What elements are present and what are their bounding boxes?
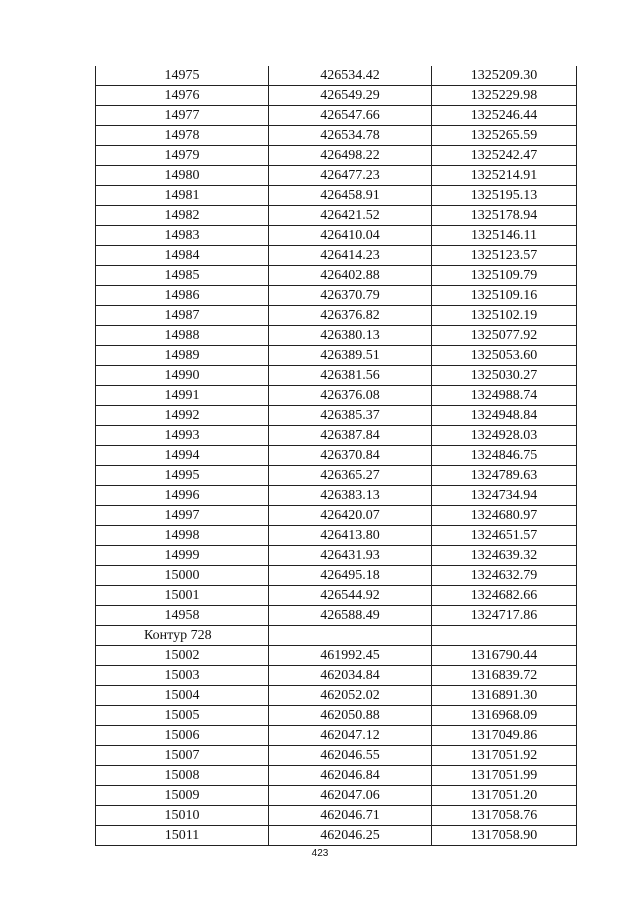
point-number-cell: 14987 bbox=[96, 306, 269, 326]
table-row bbox=[96, 346, 577, 366]
x-coordinate-cell: 462046.55 bbox=[269, 746, 432, 766]
x-coordinate-cell: 462046.84 bbox=[269, 766, 432, 786]
x-coordinate-cell: 426547.66 bbox=[269, 106, 432, 126]
table-row bbox=[96, 426, 577, 446]
x-coordinate-cell: 426420.07 bbox=[269, 506, 432, 526]
x-coordinate-cell: 426385.37 bbox=[269, 406, 432, 426]
table-row bbox=[96, 506, 577, 526]
y-coordinate-cell: 1325030.27 bbox=[432, 366, 577, 386]
point-number-cell: 14984 bbox=[96, 246, 269, 266]
point-number-cell: 14981 bbox=[96, 186, 269, 206]
y-coordinate-cell: 1324651.57 bbox=[432, 526, 577, 546]
table-row bbox=[96, 546, 577, 566]
x-coordinate-cell: 462047.12 bbox=[269, 726, 432, 746]
x-coordinate-cell: 426414.23 bbox=[269, 246, 432, 266]
x-coordinate-cell: 426549.29 bbox=[269, 86, 432, 106]
point-number-cell: 14989 bbox=[96, 346, 269, 366]
x-coordinate-cell: 426498.22 bbox=[269, 146, 432, 166]
table-row bbox=[96, 306, 577, 326]
y-coordinate-cell: 1325195.13 bbox=[432, 186, 577, 206]
y-coordinate-cell: 1325229.98 bbox=[432, 86, 577, 106]
point-number-cell: 15009 bbox=[96, 786, 269, 806]
table-row bbox=[96, 406, 577, 426]
table-row bbox=[96, 666, 577, 686]
point-number-cell: 14990 bbox=[96, 366, 269, 386]
point-number-cell: 14983 bbox=[96, 226, 269, 246]
table-row bbox=[96, 806, 577, 826]
page-number: 423 bbox=[311, 848, 329, 859]
point-number-cell: 15007 bbox=[96, 746, 269, 766]
x-coordinate-cell: 426376.82 bbox=[269, 306, 432, 326]
x-coordinate-cell: 462034.84 bbox=[269, 666, 432, 686]
coordinates-table-body bbox=[96, 66, 577, 846]
table-row bbox=[96, 66, 577, 86]
point-number-cell: 15008 bbox=[96, 766, 269, 786]
y-coordinate-cell: 1317051.92 bbox=[432, 746, 577, 766]
y-coordinate-cell: 1325102.19 bbox=[432, 306, 577, 326]
table-row bbox=[96, 386, 577, 406]
x-coordinate-cell: 426421.52 bbox=[269, 206, 432, 226]
point-number-cell: 15001 bbox=[96, 586, 269, 606]
x-coordinate-cell: 426534.42 bbox=[269, 66, 432, 86]
table-row bbox=[96, 766, 577, 786]
y-coordinate-cell: 1324928.03 bbox=[432, 426, 577, 446]
table-row bbox=[96, 706, 577, 726]
point-number-cell: 15000 bbox=[96, 566, 269, 586]
x-coordinate-cell: 426458.91 bbox=[269, 186, 432, 206]
point-number-cell: 15002 bbox=[96, 646, 269, 666]
x-coordinate-cell: 462050.88 bbox=[269, 706, 432, 726]
y-coordinate-cell: 1325123.57 bbox=[432, 246, 577, 266]
table-row bbox=[96, 746, 577, 766]
table-row bbox=[96, 186, 577, 206]
point-number-cell: 14986 bbox=[96, 286, 269, 306]
point-number-cell: 14988 bbox=[96, 326, 269, 346]
empty-cell bbox=[432, 626, 577, 646]
x-coordinate-cell: 462046.25 bbox=[269, 826, 432, 846]
y-coordinate-cell: 1317051.99 bbox=[432, 766, 577, 786]
point-number-cell: 15003 bbox=[96, 666, 269, 686]
table-row bbox=[96, 826, 577, 846]
table-row bbox=[96, 226, 577, 246]
table-row bbox=[96, 486, 577, 506]
point-number-cell: 14997 bbox=[96, 506, 269, 526]
contour-label: Контур 728 bbox=[96, 626, 269, 646]
x-coordinate-cell: 462052.02 bbox=[269, 686, 432, 706]
table-row bbox=[96, 466, 577, 486]
table-row bbox=[96, 126, 577, 146]
point-number-cell: 14958 bbox=[96, 606, 269, 626]
table-row bbox=[96, 246, 577, 266]
y-coordinate-cell: 1324988.74 bbox=[432, 386, 577, 406]
y-coordinate-cell: 1324717.86 bbox=[432, 606, 577, 626]
point-number-cell: 14980 bbox=[96, 166, 269, 186]
point-number-cell: 14994 bbox=[96, 446, 269, 466]
point-number-cell: 14993 bbox=[96, 426, 269, 446]
y-coordinate-cell: 1325246.44 bbox=[432, 106, 577, 126]
table-row bbox=[96, 366, 577, 386]
x-coordinate-cell: 461992.45 bbox=[269, 646, 432, 666]
y-coordinate-cell: 1325178.94 bbox=[432, 206, 577, 226]
table-row bbox=[96, 566, 577, 586]
point-number-cell: 15010 bbox=[96, 806, 269, 826]
point-number-cell: 14982 bbox=[96, 206, 269, 226]
x-coordinate-cell: 426376.08 bbox=[269, 386, 432, 406]
y-coordinate-cell: 1325109.79 bbox=[432, 266, 577, 286]
y-coordinate-cell: 1325109.16 bbox=[432, 286, 577, 306]
table-row bbox=[96, 166, 577, 186]
x-coordinate-cell: 426495.18 bbox=[269, 566, 432, 586]
table-row bbox=[96, 106, 577, 126]
y-coordinate-cell: 1317049.86 bbox=[432, 726, 577, 746]
y-coordinate-cell: 1316968.09 bbox=[432, 706, 577, 726]
table-row bbox=[96, 526, 577, 546]
y-coordinate-cell: 1325146.11 bbox=[432, 226, 577, 246]
point-number-cell: 14996 bbox=[96, 486, 269, 506]
point-number-cell: 15011 bbox=[96, 826, 269, 846]
point-number-cell: 14978 bbox=[96, 126, 269, 146]
y-coordinate-cell: 1325265.59 bbox=[432, 126, 577, 146]
y-coordinate-cell: 1324734.94 bbox=[432, 486, 577, 506]
point-number-cell: 15004 bbox=[96, 686, 269, 706]
x-coordinate-cell: 426381.56 bbox=[269, 366, 432, 386]
table-row bbox=[96, 586, 577, 606]
y-coordinate-cell: 1325214.91 bbox=[432, 166, 577, 186]
y-coordinate-cell: 1324682.66 bbox=[432, 586, 577, 606]
y-coordinate-cell: 1316891.30 bbox=[432, 686, 577, 706]
table-row bbox=[96, 646, 577, 666]
y-coordinate-cell: 1324639.32 bbox=[432, 546, 577, 566]
x-coordinate-cell: 426370.84 bbox=[269, 446, 432, 466]
point-number-cell: 14999 bbox=[96, 546, 269, 566]
point-number-cell: 14985 bbox=[96, 266, 269, 286]
x-coordinate-cell: 462046.71 bbox=[269, 806, 432, 826]
point-number-cell: 15005 bbox=[96, 706, 269, 726]
y-coordinate-cell: 1325077.92 bbox=[432, 326, 577, 346]
point-number-cell: 14979 bbox=[96, 146, 269, 166]
x-coordinate-cell: 426365.27 bbox=[269, 466, 432, 486]
x-coordinate-cell: 426387.84 bbox=[269, 426, 432, 446]
table-row bbox=[96, 446, 577, 466]
point-number-cell: 14992 bbox=[96, 406, 269, 426]
table-row bbox=[96, 786, 577, 806]
contour-header-row bbox=[96, 626, 577, 646]
point-number-cell: 14977 bbox=[96, 106, 269, 126]
y-coordinate-cell: 1324789.63 bbox=[432, 466, 577, 486]
table-row bbox=[96, 606, 577, 626]
y-coordinate-cell: 1316839.72 bbox=[432, 666, 577, 686]
y-coordinate-cell: 1325209.30 bbox=[432, 66, 577, 86]
coordinates-table bbox=[95, 66, 577, 846]
x-coordinate-cell: 426402.88 bbox=[269, 266, 432, 286]
table-row bbox=[96, 206, 577, 226]
point-number-cell: 14975 bbox=[96, 66, 269, 86]
point-number-cell: 14995 bbox=[96, 466, 269, 486]
y-coordinate-cell: 1317058.76 bbox=[432, 806, 577, 826]
x-coordinate-cell: 462047.06 bbox=[269, 786, 432, 806]
point-number-cell: 15006 bbox=[96, 726, 269, 746]
y-coordinate-cell: 1325053.60 bbox=[432, 346, 577, 366]
y-coordinate-cell: 1324948.84 bbox=[432, 406, 577, 426]
x-coordinate-cell: 426383.13 bbox=[269, 486, 432, 506]
table-row bbox=[96, 326, 577, 346]
x-coordinate-cell: 426588.49 bbox=[269, 606, 432, 626]
table-row bbox=[96, 86, 577, 106]
table-row bbox=[96, 146, 577, 166]
y-coordinate-cell: 1317058.90 bbox=[432, 826, 577, 846]
y-coordinate-cell: 1324680.97 bbox=[432, 506, 577, 526]
x-coordinate-cell: 426431.93 bbox=[269, 546, 432, 566]
point-number-cell: 14976 bbox=[96, 86, 269, 106]
empty-cell bbox=[269, 626, 432, 646]
y-coordinate-cell: 1316790.44 bbox=[432, 646, 577, 666]
table-row bbox=[96, 266, 577, 286]
point-number-cell: 14991 bbox=[96, 386, 269, 406]
y-coordinate-cell: 1317051.20 bbox=[432, 786, 577, 806]
x-coordinate-cell: 426410.04 bbox=[269, 226, 432, 246]
point-number-cell: 14998 bbox=[96, 526, 269, 546]
table-row bbox=[96, 726, 577, 746]
x-coordinate-cell: 426389.51 bbox=[269, 346, 432, 366]
table-row bbox=[96, 686, 577, 706]
x-coordinate-cell: 426413.80 bbox=[269, 526, 432, 546]
y-coordinate-cell: 1324846.75 bbox=[432, 446, 577, 466]
x-coordinate-cell: 426544.92 bbox=[269, 586, 432, 606]
y-coordinate-cell: 1325242.47 bbox=[432, 146, 577, 166]
table-row bbox=[96, 286, 577, 306]
x-coordinate-cell: 426534.78 bbox=[269, 126, 432, 146]
x-coordinate-cell: 426477.23 bbox=[269, 166, 432, 186]
y-coordinate-cell: 1324632.79 bbox=[432, 566, 577, 586]
x-coordinate-cell: 426370.79 bbox=[269, 286, 432, 306]
x-coordinate-cell: 426380.13 bbox=[269, 326, 432, 346]
